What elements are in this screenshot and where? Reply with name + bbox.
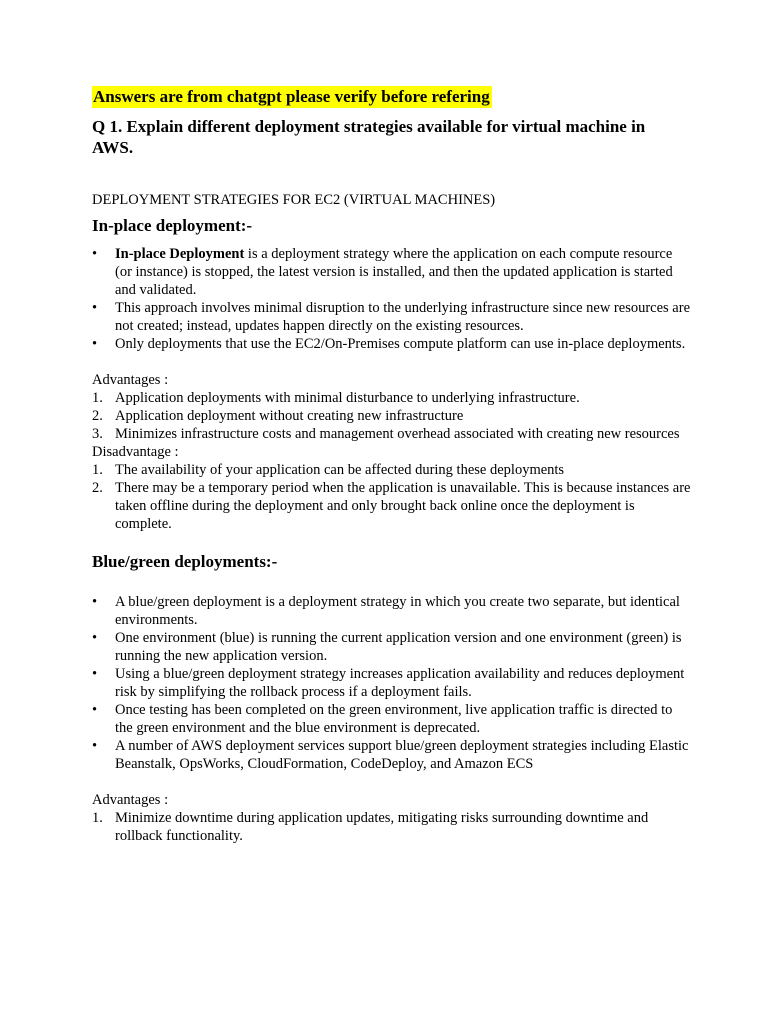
list-item <box>92 461 692 479</box>
list-item <box>92 389 692 407</box>
list-item <box>92 245 692 299</box>
list-item-text: Application deployments with minimal disturbance to underlying infrastructure. <box>115 390 580 406</box>
list-item-text: Using a blue/green deployment strategy increases application availability and reduces deployment risk by simplifying the rollback process if a deployment fails. <box>115 666 685 700</box>
list-item-text: A blue/green deployment is a deployment strategy in which you create two separate, but identical environments. <box>115 594 680 628</box>
inplace-disadvantage-label: Disadvantage : <box>92 444 179 460</box>
list-item <box>92 479 692 533</box>
bluegreen-heading: Blue/green deployments:- <box>92 552 278 571</box>
list-item-text: There may be a temporary period when the application is unavailable. This is because instances are taken offline during the deployment and only brought back online once the deployment is complete. <box>115 480 691 532</box>
term-bold: In-place Deployment <box>115 246 245 262</box>
bluegreen-bullet-list <box>92 593 692 773</box>
inplace-advantages-label: Advantages : <box>92 372 169 388</box>
bullet-icon: • <box>92 300 98 316</box>
list-number: 3. <box>92 426 103 442</box>
inplace-heading: In-place deployment:- <box>92 216 253 235</box>
list-number: 1. <box>92 810 103 826</box>
list-item <box>92 629 692 665</box>
section-title: DEPLOYMENT STRATEGIES FOR EC2 (VIRTUAL MACHINES) <box>92 192 496 208</box>
list-item <box>92 407 692 425</box>
document-page <box>92 86 692 845</box>
inplace-advantages-list <box>92 389 692 443</box>
list-item-text: Once testing has been completed on the green environment, live application traffic is directed to the green environment and the blue environment is deprecated. <box>115 702 673 736</box>
inplace-bullet-list <box>92 245 692 353</box>
list-item <box>92 593 692 629</box>
list-item-text: Minimize downtime during application updates, mitigating risks surrounding downtime and rollback functionality. <box>115 810 649 844</box>
bullet-icon: • <box>92 666 98 682</box>
list-item <box>92 425 692 443</box>
list-item-text: This approach involves minimal disruption to the underlying infrastructure since new resources are not created; instead, updates happen directly on the existing resources. <box>115 300 691 334</box>
list-item-text: One environment (blue) is running the current application version and one environment (green) is running the new application version. <box>115 630 682 664</box>
inplace-disadvantages-list <box>92 461 692 533</box>
list-item-text: Minimizes infrastructure costs and management overhead associated with creating new resources <box>115 426 680 442</box>
list-number: 1. <box>92 462 103 478</box>
bluegreen-advantages-list <box>92 809 692 845</box>
list-number: 1. <box>92 390 103 406</box>
list-item <box>92 665 692 701</box>
list-item <box>92 335 692 353</box>
bullet-icon: • <box>92 738 98 754</box>
notice-text: Answers are from chatgpt please verify before refering <box>93 87 490 106</box>
question-heading: Q 1. Explain different deployment strategies available for virtual machine in AWS. <box>92 117 646 157</box>
bullet-icon: • <box>92 336 98 352</box>
list-item-text: is a deployment strategy where the application on each compute resource (or instance) is stopped, the latest version is installed, and then the updated application is started and validated. <box>115 246 673 298</box>
list-item-text: A number of AWS deployment services support blue/green deployment strategies including Elastic Beanstalk, OpsWorks, CloudFormation, CodeDeploy, and Amazon ECS <box>115 738 689 772</box>
bullet-icon: • <box>92 630 98 646</box>
list-item-text: Only deployments that use the EC2/On-Premises compute platform can use in-place deployments. <box>115 336 686 352</box>
list-item <box>92 809 692 845</box>
list-number: 2. <box>92 408 103 424</box>
list-item <box>92 299 692 335</box>
bullet-icon: • <box>92 594 98 610</box>
notice-highlight <box>92 86 692 116</box>
list-item <box>92 701 692 737</box>
list-item-text: The availability of your application can be affected during these deployments <box>115 462 565 478</box>
bullet-icon: • <box>92 246 98 262</box>
bluegreen-advantages-label: Advantages : <box>92 792 169 808</box>
list-number: 2. <box>92 480 103 496</box>
list-item <box>92 737 692 773</box>
list-item-text: Application deployment without creating new infrastructure <box>115 408 464 424</box>
bullet-icon: • <box>92 702 98 718</box>
